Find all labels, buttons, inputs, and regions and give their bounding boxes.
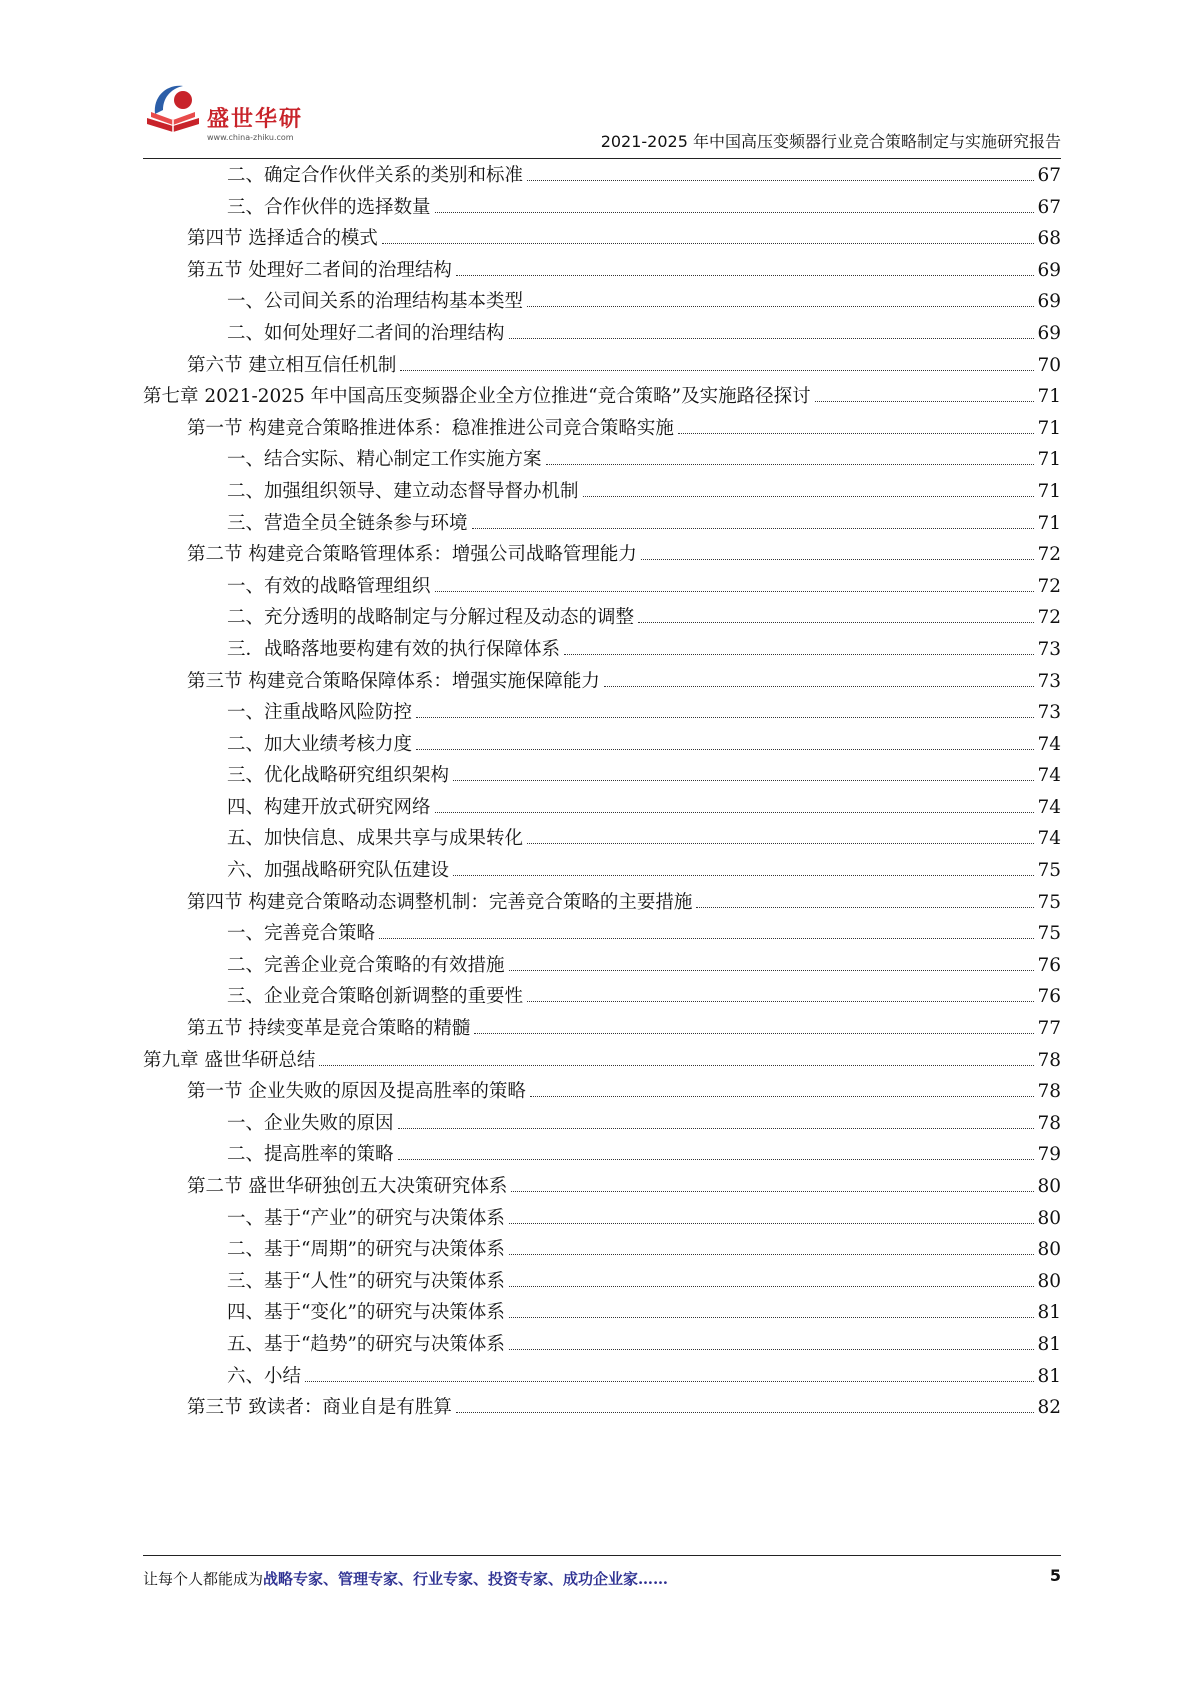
- toc-entry-title: 二、完善企业竞合策略的有效措施: [227, 954, 505, 976]
- toc-entry-page: 78: [1037, 1081, 1061, 1103]
- toc-entry-page: 75: [1037, 860, 1061, 882]
- toc-entry[interactable]: [143, 1392, 1061, 1424]
- toc-dot-leader: [456, 275, 1035, 276]
- toc-entry-title: 第五节 持续变革是竞合策略的精髓: [187, 1018, 471, 1040]
- toc-dot-leader: [815, 401, 1035, 402]
- toc-entry[interactable]: [143, 950, 1061, 982]
- toc-dot-leader: [509, 1254, 1035, 1255]
- toc-entry[interactable]: [143, 286, 1061, 318]
- toc-dot-leader: [472, 528, 1035, 529]
- toc-entry-page: 71: [1037, 386, 1061, 408]
- toc-entry-page: 77: [1037, 1018, 1061, 1040]
- toc-dot-leader: [398, 1159, 1035, 1160]
- toc-entry[interactable]: [143, 1297, 1061, 1329]
- toc-entry-title: 六、小结: [227, 1365, 302, 1387]
- toc-entry[interactable]: [143, 760, 1061, 792]
- toc-entry-title: 一、注重战略风险防控: [227, 702, 413, 724]
- toc-entry[interactable]: [143, 1171, 1061, 1203]
- footer-divider: [143, 1555, 1061, 1556]
- toc-entry-page: 80: [1037, 1270, 1061, 1292]
- toc-entry-page: 74: [1037, 828, 1061, 850]
- toc-dot-leader: [398, 1128, 1035, 1129]
- toc-entry[interactable]: [143, 476, 1061, 508]
- toc-entry[interactable]: [143, 1203, 1061, 1235]
- toc-dot-leader: [435, 591, 1035, 592]
- toc-dot-leader: [564, 654, 1034, 655]
- toc-entry-title: 三、合作伙伴的选择数量: [227, 196, 431, 218]
- toc-entry[interactable]: [143, 729, 1061, 761]
- toc-dot-leader: [604, 686, 1035, 687]
- toc-dot-leader: [583, 496, 1035, 497]
- toc-entry[interactable]: [143, 223, 1061, 255]
- toc-entry-page: 81: [1037, 1333, 1061, 1355]
- toc-dot-leader: [678, 433, 1035, 434]
- toc-entry[interactable]: [143, 571, 1061, 603]
- toc-dot-leader: [509, 1349, 1035, 1350]
- toc-dot-leader: [435, 812, 1035, 813]
- toc-dot-leader: [509, 338, 1035, 339]
- toc-entry-title: 三、企业竞合策略创新调整的重要性: [227, 986, 524, 1008]
- toc-entry-title: 第五节 处理好二者间的治理结构: [187, 259, 452, 281]
- toc-entry-title: 第二节 构建竞合策略管理体系：增强公司战略管理能力: [187, 544, 637, 566]
- toc-entry[interactable]: [143, 318, 1061, 350]
- toc-dot-leader: [416, 749, 1034, 750]
- toc-dot-leader: [511, 1191, 1034, 1192]
- toc-dot-leader: [453, 875, 1034, 876]
- toc-entry-title: 第六节 建立相互信任机制: [187, 354, 397, 376]
- toc-entry-page: 71: [1037, 480, 1061, 502]
- toc-dot-leader: [509, 1317, 1035, 1318]
- logo-url: www.china-zhiku.com: [207, 133, 294, 142]
- toc-dot-leader: [527, 843, 1034, 844]
- toc-entry-title: 第一节 构建竞合策略推进体系：稳准推进公司竞合策略实施: [187, 417, 674, 439]
- toc-entry[interactable]: [143, 1076, 1061, 1108]
- toc-entry-page: 68: [1037, 228, 1061, 250]
- toc-entry[interactable]: [143, 1139, 1061, 1171]
- toc-entry-title: 二、加大业绩考核力度: [227, 733, 413, 755]
- toc-entry[interactable]: [143, 1234, 1061, 1266]
- toc-dot-leader: [546, 464, 1035, 465]
- toc-entry-title: 一、完善竞合策略: [227, 923, 376, 945]
- toc-entry-title: 五、加快信息、成果共享与成果转化: [227, 828, 524, 850]
- toc-entry-page: 74: [1037, 733, 1061, 755]
- toc-entry[interactable]: [143, 413, 1061, 445]
- toc-dot-leader: [527, 1001, 1034, 1002]
- toc-entry-title: 三、基于“人性”的研究与决策体系: [227, 1270, 505, 1292]
- toc-entry[interactable]: [143, 539, 1061, 571]
- toc-dot-leader: [456, 1412, 1035, 1413]
- toc-entry-page: 71: [1037, 449, 1061, 471]
- toc-entry-page: 67: [1037, 196, 1061, 218]
- toc-dot-leader: [638, 622, 1034, 623]
- toc-entry-title: 二、基于“周期”的研究与决策体系: [227, 1239, 505, 1261]
- toc-dot-leader: [305, 1381, 1034, 1382]
- toc-entry[interactable]: [143, 444, 1061, 476]
- toc-dot-leader: [509, 1286, 1035, 1287]
- toc-entry-page: 81: [1037, 1302, 1061, 1324]
- logo-text: 盛世华研: [207, 107, 304, 132]
- toc-entry-page: 72: [1037, 575, 1061, 597]
- toc-entry-page: 78: [1037, 1049, 1061, 1071]
- toc-entry-title: 二、如何处理好二者间的治理结构: [227, 322, 505, 344]
- toc-entry-title: 第一节 企业失败的原因及提高胜率的策略: [187, 1081, 526, 1103]
- toc-dot-leader: [527, 306, 1034, 307]
- toc-entry-page: 75: [1037, 891, 1061, 913]
- toc-entry-title: 二、确定合作伙伴关系的类别和标准: [227, 165, 524, 186]
- toc-entry-page: 76: [1037, 986, 1061, 1008]
- toc-entry-page: 71: [1037, 417, 1061, 439]
- toc-entry[interactable]: [143, 1329, 1061, 1361]
- toc-entry-title: 二、提高胜率的策略: [227, 1144, 394, 1166]
- toc-entry[interactable]: [143, 1266, 1061, 1298]
- toc-entry-page: 82: [1037, 1397, 1061, 1419]
- toc-entry[interactable]: [143, 1361, 1061, 1393]
- header-divider: [143, 158, 1061, 159]
- toc-entry[interactable]: [143, 1013, 1061, 1045]
- toc-entry-title: 四、基于“变化”的研究与决策体系: [227, 1302, 505, 1324]
- toc-entry[interactable]: [143, 381, 1061, 413]
- page-header: [143, 80, 1061, 164]
- toc-entry[interactable]: [143, 160, 1061, 192]
- toc-entry[interactable]: [143, 666, 1061, 698]
- toc-entry-title: 二、加强组织领导、建立动态督导督办机制: [227, 480, 579, 502]
- toc-entry-title: 第二节 盛世华研独创五大决策研究体系: [187, 1176, 508, 1197]
- toc-dot-leader: [474, 1033, 1034, 1034]
- toc-entry-title: 第七章 2021-2025 年中国高压变频器企业全方位推进“竞合策略”及实施路径探讨: [143, 386, 811, 408]
- toc-entry[interactable]: [143, 350, 1061, 382]
- toc-dot-leader: [453, 780, 1034, 781]
- toc-entry[interactable]: [143, 1045, 1061, 1077]
- toc-entry-page: 81: [1037, 1365, 1061, 1387]
- toc-dot-leader: [400, 370, 1034, 371]
- toc-dot-leader: [509, 970, 1035, 971]
- toc-entry[interactable]: [143, 981, 1061, 1013]
- toc-entry-page: 80: [1037, 1239, 1061, 1261]
- toc-entry-title: 五、基于“趋势”的研究与决策体系: [227, 1333, 505, 1355]
- footer-slogan-emphasis: 战略专家、管理专家、行业专家、投资专家、成功企业家……: [263, 1570, 669, 1588]
- toc-entry-page: 80: [1037, 1207, 1061, 1229]
- toc-entry-title: 一、结合实际、精心制定工作实施方案: [227, 449, 542, 471]
- toc-entry-page: 73: [1037, 638, 1061, 660]
- toc-entry[interactable]: [143, 697, 1061, 729]
- toc-dot-leader: [641, 559, 1035, 560]
- toc-entry-page: 73: [1037, 702, 1061, 724]
- toc-entry-page: 72: [1037, 607, 1061, 629]
- toc-entry[interactable]: [143, 887, 1061, 919]
- toc-entry[interactable]: [143, 255, 1061, 287]
- toc-entry[interactable]: [143, 918, 1061, 950]
- page-number: 5: [1049, 1566, 1061, 1585]
- toc-entry-title: 第九章 盛世华研总结: [143, 1049, 316, 1071]
- logo-book-icon: [143, 80, 205, 138]
- toc-dot-leader: [416, 717, 1034, 718]
- toc-entry-page: 72: [1037, 544, 1061, 566]
- toc-entry-title: 四、构建开放式研究网络: [227, 796, 431, 818]
- toc-entry-page: 74: [1037, 796, 1061, 818]
- toc-entry-title: 六、加强战略研究队伍建设: [227, 860, 450, 882]
- toc-entry-title: 三、优化战略研究组织架构: [227, 765, 450, 787]
- toc-entry[interactable]: [143, 602, 1061, 634]
- toc-entry[interactable]: [143, 1108, 1061, 1140]
- toc-entry-page: 73: [1037, 670, 1061, 692]
- toc-entry-title: 三、营造全员全链条参与环境: [227, 512, 468, 534]
- toc-entry-title: 一、有效的战略管理组织: [227, 575, 431, 597]
- toc-entry-page: 78: [1037, 1112, 1061, 1134]
- toc-entry-page: 67: [1037, 165, 1061, 186]
- toc-dot-leader: [696, 907, 1034, 908]
- toc-dot-leader: [435, 212, 1035, 213]
- toc-dot-leader: [382, 243, 1035, 244]
- report-title: 2021-2025 年中国高压变频器行业竞合策略制定与实施研究报告: [600, 132, 1061, 151]
- toc-entry-page: 69: [1037, 291, 1061, 313]
- toc-entry[interactable]: [143, 508, 1061, 540]
- toc-entry-title: 第三节 构建竞合策略保障体系：增强实施保障能力: [187, 670, 600, 692]
- toc-dot-leader: [530, 1096, 1035, 1097]
- toc-entry-page: 75: [1037, 923, 1061, 945]
- table-of-contents: [143, 160, 1061, 1424]
- toc-dot-leader: [509, 1223, 1035, 1224]
- toc-dot-leader: [319, 1065, 1034, 1066]
- toc-entry-page: 74: [1037, 765, 1061, 787]
- company-logo: [143, 80, 318, 150]
- toc-entry-page: 76: [1037, 954, 1061, 976]
- footer-slogan: [143, 1568, 668, 1589]
- toc-entry-page: 71: [1037, 512, 1061, 534]
- toc-entry[interactable]: [143, 823, 1061, 855]
- toc-entry-page: 69: [1037, 322, 1061, 344]
- toc-entry[interactable]: [143, 855, 1061, 887]
- toc-entry-title: 第四节 选择适合的模式: [187, 228, 378, 250]
- toc-entry-title: 第四节 构建竞合策略动态调整机制：完善竞合策略的主要措施: [187, 891, 693, 913]
- toc-entry-title: 第三节 致读者：商业自是有胜算: [187, 1397, 452, 1419]
- toc-entry[interactable]: [143, 792, 1061, 824]
- toc-dot-leader: [379, 938, 1034, 939]
- toc-entry-title: 三．战略落地要构建有效的执行保障体系: [227, 638, 561, 660]
- toc-entry-page: 79: [1037, 1144, 1061, 1166]
- toc-entry-page: 80: [1037, 1176, 1061, 1197]
- footer-slogan-lead: 让每个人都能成为: [143, 1570, 264, 1588]
- toc-entry-title: 一、公司间关系的治理结构基本类型: [227, 291, 524, 313]
- toc-entry-page: 69: [1037, 259, 1061, 281]
- toc-entry[interactable]: [143, 634, 1061, 666]
- toc-entry-title: 一、企业失败的原因: [227, 1112, 394, 1134]
- toc-entry-page: 70: [1037, 354, 1061, 376]
- toc-entry-title: 二、充分透明的战略制定与分解过程及动态的调整: [227, 607, 635, 629]
- toc-entry-title: 一、基于“产业”的研究与决策体系: [227, 1207, 505, 1229]
- toc-dot-leader: [527, 180, 1034, 181]
- toc-entry[interactable]: [143, 192, 1061, 224]
